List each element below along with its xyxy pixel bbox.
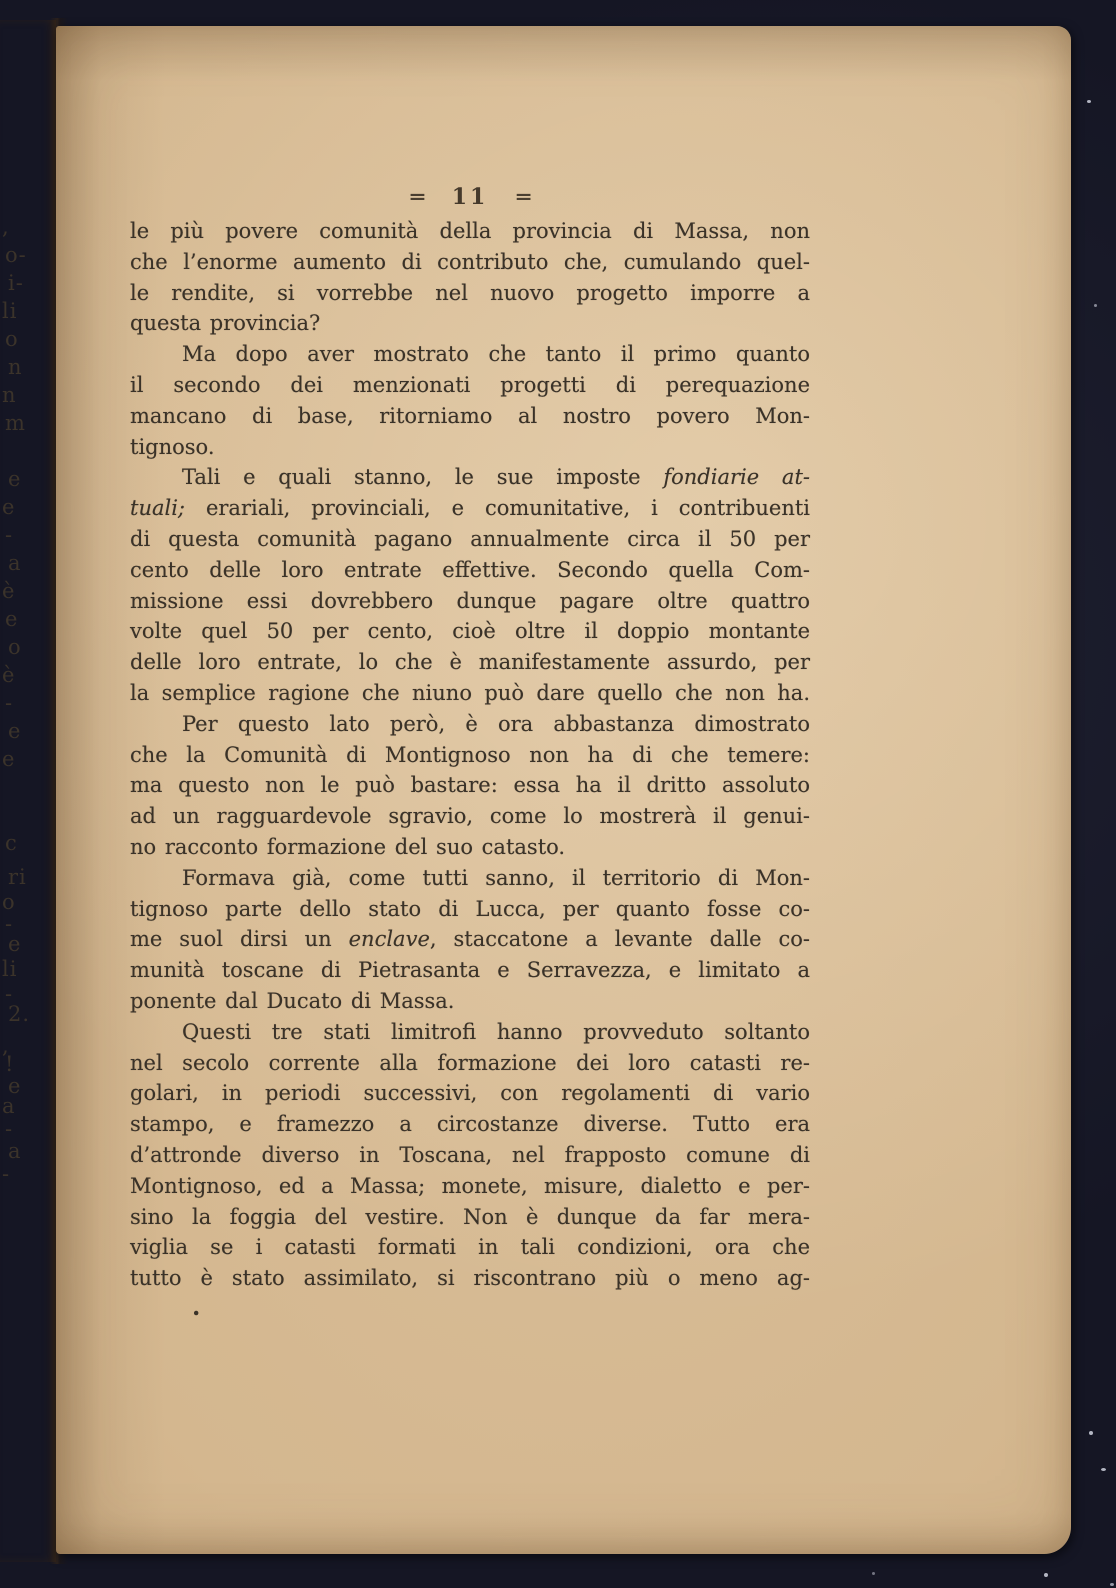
facing-page-fragment: a [8,551,22,575]
facing-page-fragment: - [5,1117,14,1141]
text-line: cento delle loro entrate effettive. Secondo quella Com- [130,557,810,582]
dust-speck [1087,100,1091,103]
text-line: che l’enorme aumento di contributo che, cumulando quel- [130,249,810,274]
facing-page-fragment: i- [8,271,24,295]
text-line: missione essi dovrebbero dunque pagare oltre quattro [130,588,810,613]
text-line: me suol dirsi un enclave, staccatone a levante dalle co- [130,927,810,952]
text-line: di questa comunità pagano annualmente circa il 50 per [130,526,810,551]
text-line: le rendite, si vorrebbe nel nuovo progetto imporre a [130,280,810,305]
facing-page-fragment: , [2,215,10,239]
facing-page-fragment: è [2,663,16,687]
facing-page-fragment: - [2,1162,11,1186]
text-line: d’attronde diverso in Toscana, nel frapposto comune di [130,1142,810,1167]
book-page [56,26,1071,1554]
text-line: Formava già, come tutti sanno, il territorio di Mon- [182,865,810,890]
facing-page-fragment: e [8,719,22,743]
facing-page-fragment: - [5,982,14,1006]
header-dash-left: = [408,185,426,209]
facing-page-fragment: - [5,691,14,715]
facing-page-fragment: a [2,1094,16,1118]
text-line: sino la foggia del vestire. Non è dunque da far mera- [130,1204,810,1229]
text-line: viglia se i catasti formati in tali condizioni, ora che [130,1235,810,1260]
text-line: Tali e quali stanno, le sue imposte fondiarie at- [182,465,810,490]
text-line: le più povere comunità della provincia di Massa, non [130,219,810,243]
text-line: la semplice ragione che niuno può dare quello che non ha. [130,680,810,705]
facing-page-fragment: , [2,1034,10,1058]
facing-page-fragment: ! [5,1052,15,1076]
text-line: delle loro entrate, lo che è manifestamente assurdo, per [130,650,810,675]
text-line: ponente dal Ducato di Massa. [130,988,455,1013]
page-number-header [130,184,810,210]
facing-page-fragment: o [2,890,16,914]
text-line: tignoso. [130,434,215,459]
facing-page-fragment: o [8,635,22,659]
facing-page-fragment: ri [8,865,27,889]
facing-page-fragment: 2. [8,1002,31,1026]
facing-page-fragment: e [5,607,19,631]
text-line: tignoso parte dello stato di Lucca, per quanto fosse co- [130,896,810,921]
text-line: Ma dopo aver mostrato che tanto il primo quanto [182,342,810,367]
dust-speck [1094,304,1097,307]
facing-page-fragment: a [8,1139,22,1163]
facing-page-edge [0,20,56,1562]
facing-page-fragment: c [5,831,18,855]
text-line: golari, in periodi successivi, con regolamenti di vario [130,1081,810,1106]
text-line: ma questo non le può bastare: essa ha il dritto assoluto [130,773,810,798]
text-line: questa provincia? [130,311,321,336]
facing-page-fragment: e [8,1074,22,1098]
facing-page-fragment: m [5,411,26,435]
text-line: che la Comunità di Montignoso non ha di che temere: [130,742,810,767]
text-line: Montignoso, ed a Massa; monete, misure, dialetto e per- [130,1173,810,1198]
text-line: stampo, e framezzo a circostanze diverse. Tutto era [130,1112,810,1137]
text-line: ad un ragguardevole sgravio, come lo mostrerà il genui- [130,804,810,829]
text-line: il secondo dei menzionati progetti di perequazione [130,372,810,397]
facing-page-fragment: è [2,579,16,603]
text-line: nel secolo corrente alla formazione dei loro catasti re- [130,1050,810,1075]
dust-speck [872,1572,875,1575]
facing-page-fragment: e [8,467,22,491]
text-line: Questi tre stati limitrofi hanno provveduto soltanto [182,1019,810,1044]
facing-page-fragment: n [8,355,23,379]
text-line: tutto è stato assimilato, si riscontrano più o meno ag- [130,1266,810,1291]
header-dash-right: = [514,185,532,209]
facing-page-fragment: o [5,327,19,351]
text-line: mancano di base, ritorniamo al nostro povero Mon- [130,403,810,428]
dust-speck [1089,1431,1093,1435]
text-line: volte quel 50 per cento, cioè oltre il doppio montante [130,619,810,644]
facing-page-fragment: li [2,299,18,323]
text-line: munità toscane di Pietrasanta e Serravezza, e limitato a [130,958,810,983]
text-block [130,216,810,1294]
text-line: no racconto formazione del suo catasto. [130,834,566,859]
facing-page-fragment: li [2,957,18,981]
dust-speck [1044,1573,1048,1577]
text-line: Per questo lato però, è ora abbastanza dimostrato [182,711,810,736]
facing-page-fragment: n [2,383,17,407]
text-line: tuali; erariali, provinciali, e comunitative, i contribuenti [130,496,810,521]
facing-page-fragment: o- [5,243,27,267]
facing-page-fragment: - [5,523,14,547]
dust-speck [1101,1468,1106,1471]
stray-ink-dot: . [192,1292,201,1321]
page-number: 11 [451,184,489,210]
facing-page-fragment: e [2,495,16,519]
facing-page-fragment: e [2,747,16,771]
facing-page-fragment: - [5,912,14,936]
facing-page-fragment: e [8,932,22,956]
dust-speck [1110,1583,1114,1586]
